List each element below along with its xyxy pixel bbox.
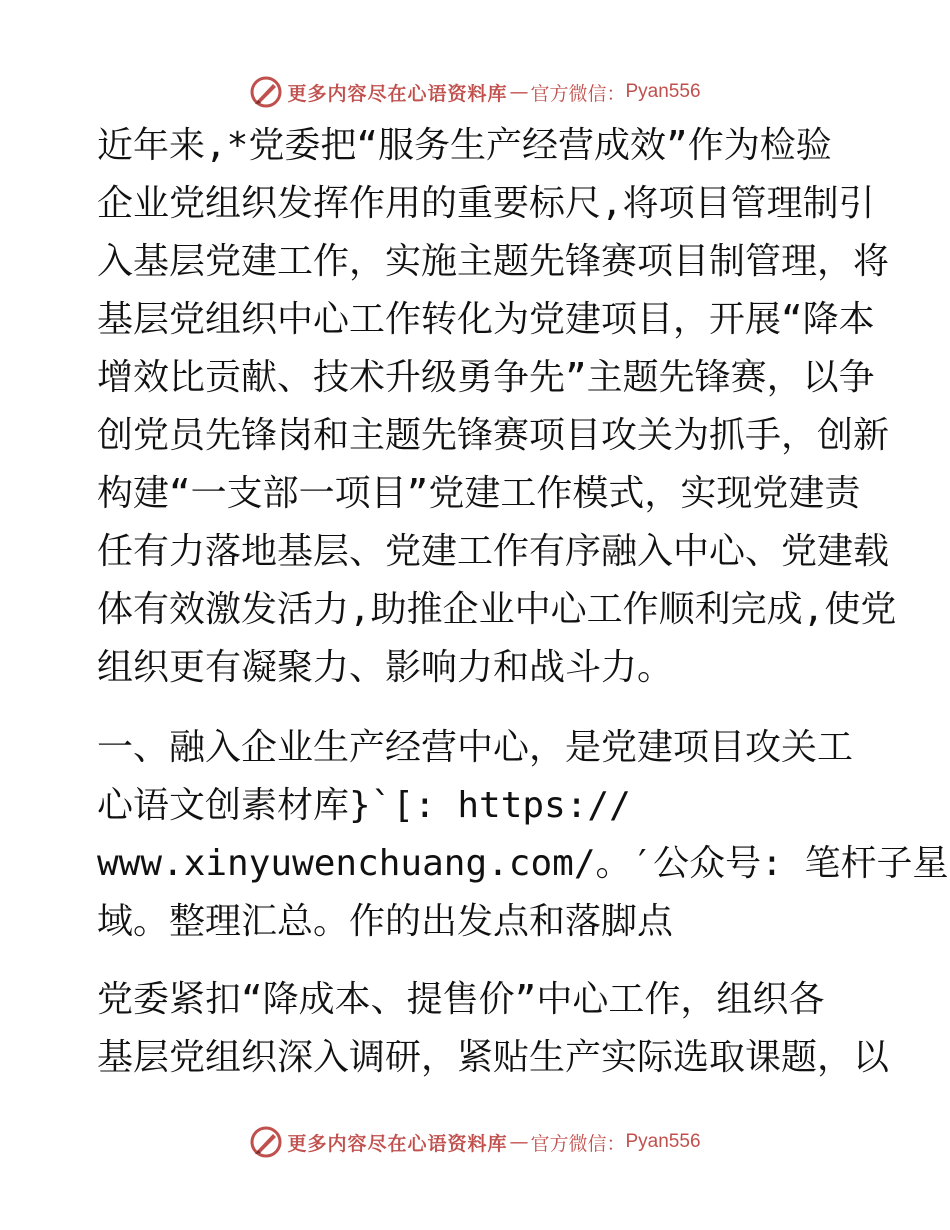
text-line-2: 企业党组织发挥作用的重要标尺,将项目管理制引 bbox=[97, 183, 875, 224]
header-brand: 更多内容尽在心语资料库 bbox=[287, 82, 508, 105]
footer-brand: 更多内容尽在心语资料库 bbox=[287, 1132, 508, 1155]
header-separator: — bbox=[509, 81, 529, 103]
text-line-5: 增效比贡献、技术升级勇争先”主题先锋赛，以争 bbox=[97, 357, 875, 398]
text-line-8: 任有力落地基层、党建工作有序融入中心、党建载 bbox=[97, 531, 890, 572]
text-line-10: 组织更有凝聚力、影响力和战斗力。 bbox=[97, 647, 674, 688]
header-label: 官方微信： bbox=[530, 82, 626, 105]
quill-logo-icon bbox=[249, 75, 283, 109]
header-wechat-id: Pyan556 bbox=[625, 81, 701, 102]
text-line-3: 入基层党建工作，实施主题先锋赛项目制管理，将 bbox=[97, 241, 890, 282]
text-line-1: 近年来,*党委把“服务生产经营成效”作为检验 bbox=[97, 125, 832, 166]
text-line-12: 心语文创素材库}`[: https:// bbox=[97, 785, 631, 826]
text-line-11: 一、融入企业生产经营中心，是党建项目攻关工 bbox=[97, 727, 854, 768]
footer-label: 官方微信： bbox=[530, 1132, 626, 1155]
text-line-7: 构建“一支部一项目”党建工作模式，实现党建责 bbox=[97, 473, 861, 514]
footer-separator: — bbox=[509, 1131, 529, 1153]
text-line-16: 基层党组织深入调研，紧贴生产实际选取课题，以 bbox=[97, 1037, 890, 1078]
quill-logo-icon bbox=[249, 1125, 283, 1159]
text-line-13: www.xinyuwenchuang.com/。′公众号: 笔杆子星 bbox=[97, 843, 949, 884]
footer-banner bbox=[0, 1122, 950, 1162]
header-banner bbox=[0, 72, 950, 112]
text-line-14: 域。整理汇总。作的出发点和落脚点 bbox=[97, 901, 674, 942]
text-line-9: 体有效激发活力,助推企业中心工作顺利完成,使党 bbox=[97, 589, 897, 630]
text-line-4: 基层党组织中心工作转化为党建项目，开展“降本 bbox=[97, 299, 875, 340]
text-line-6: 创党员先锋岗和主题先锋赛项目攻关为抓手，创新 bbox=[97, 415, 890, 456]
text-line-15: 党委紧扣“降成本、提售价”中心工作，组织各 bbox=[97, 979, 825, 1020]
footer-wechat-id: Pyan556 bbox=[625, 1131, 701, 1152]
